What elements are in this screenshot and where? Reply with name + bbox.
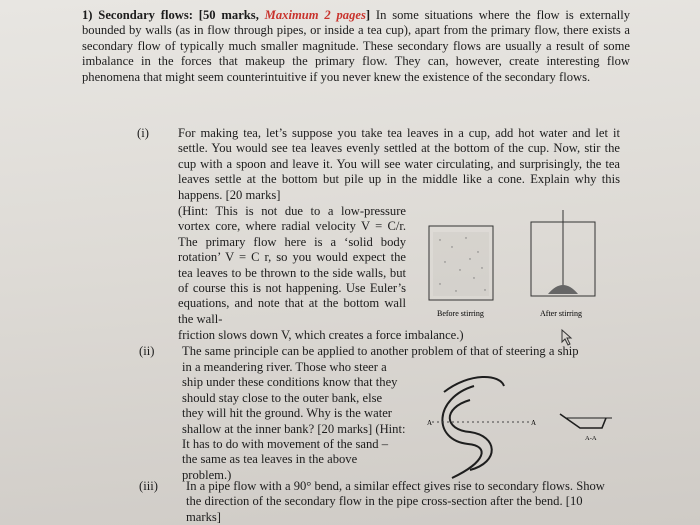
part-i-hint-end: friction slows down V, which creates a force imbalance.) — [178, 328, 464, 342]
cup-before-figure — [429, 226, 493, 300]
cross-section-figure — [560, 414, 612, 428]
cup-before-leaves — [433, 232, 489, 296]
river-figure — [442, 377, 504, 478]
leaf-pile-cone — [548, 285, 578, 294]
caption-after: After stirring — [540, 309, 582, 318]
caption-before: Before stirring — [437, 309, 484, 318]
river-bank-top — [444, 377, 504, 392]
part-i-number: (i) — [137, 126, 149, 140]
part-iii-text: In a pipe flow with a 90° bend, a similar effect gives rise to secondary flows. Show the direction of the secondary flow in the pipe cross-section after the bend. [10 marks] — [186, 479, 605, 524]
section-aa-label: A-A — [585, 435, 597, 442]
part-i-text: For making tea, let’s suppose you take tea leaves in a cup, add hot water and let it settle. You would see tea leaves evenly settled at the bottom of the cup. Now, stir the cup with a spoon and leave it. You will see water circulating, and surprisingly, the tea leaves settle at the bottom but pile up in the middle like a cone. Explain why this happens. [20 marks] — [178, 126, 620, 202]
part-iii-number: (iii) — [139, 479, 158, 493]
question-heading-end: ] — [365, 8, 371, 22]
cross-section-bed — [560, 414, 606, 428]
cursor-icon — [562, 330, 571, 345]
intro-text: In some situations where the flow is externally bounded by walls (as in flow through pipes, or inside a tea cup), apart from the primary flow, there exists a secondary flow of typically much smaller magnitude. These secondary flows are usually a result of some imbalance in the forces that makeup the primary flow. They can, however, create interesting flow phenomena that might seem counterintuitive if you never knew the existence of the secondary flows. — [82, 8, 630, 84]
cup-after-figure — [531, 210, 595, 296]
section-label-right: A — [531, 419, 537, 427]
river-outer-bank — [442, 386, 481, 478]
section-label-left: A — [427, 419, 433, 427]
part-ii-text-top: The same principle can be applied to another problem of that of steering a ship — [182, 344, 579, 358]
max-pages-note: Maximum 2 pages — [264, 8, 366, 22]
river-inner-bank — [450, 400, 492, 470]
question-heading: 1) Secondary flows: [50 marks, — [82, 8, 265, 22]
part-ii-text-body: in a meandering river. Those who steer a ship under these conditions know that they should stay close to the outer bank, else they will hit the ground. Why is the water shallow at the inner bank? [20 marks] (Hint: It has to do with movement of the sand – the same as tea leaves in the above problem.) — [182, 360, 406, 482]
part-i-hint: (Hint: This is not due to a low-pressure vortex core, where radial velocity V = C/r. The primary flow here is a ‘solid body rotation’ V = C r, so you would expect the tea leaves to be thrown to the side walls, but of course this is not happening. Use Euler’s equations, and note that at the bottom wall the wall- — [178, 204, 406, 326]
part-ii-number: (ii) — [139, 344, 155, 358]
